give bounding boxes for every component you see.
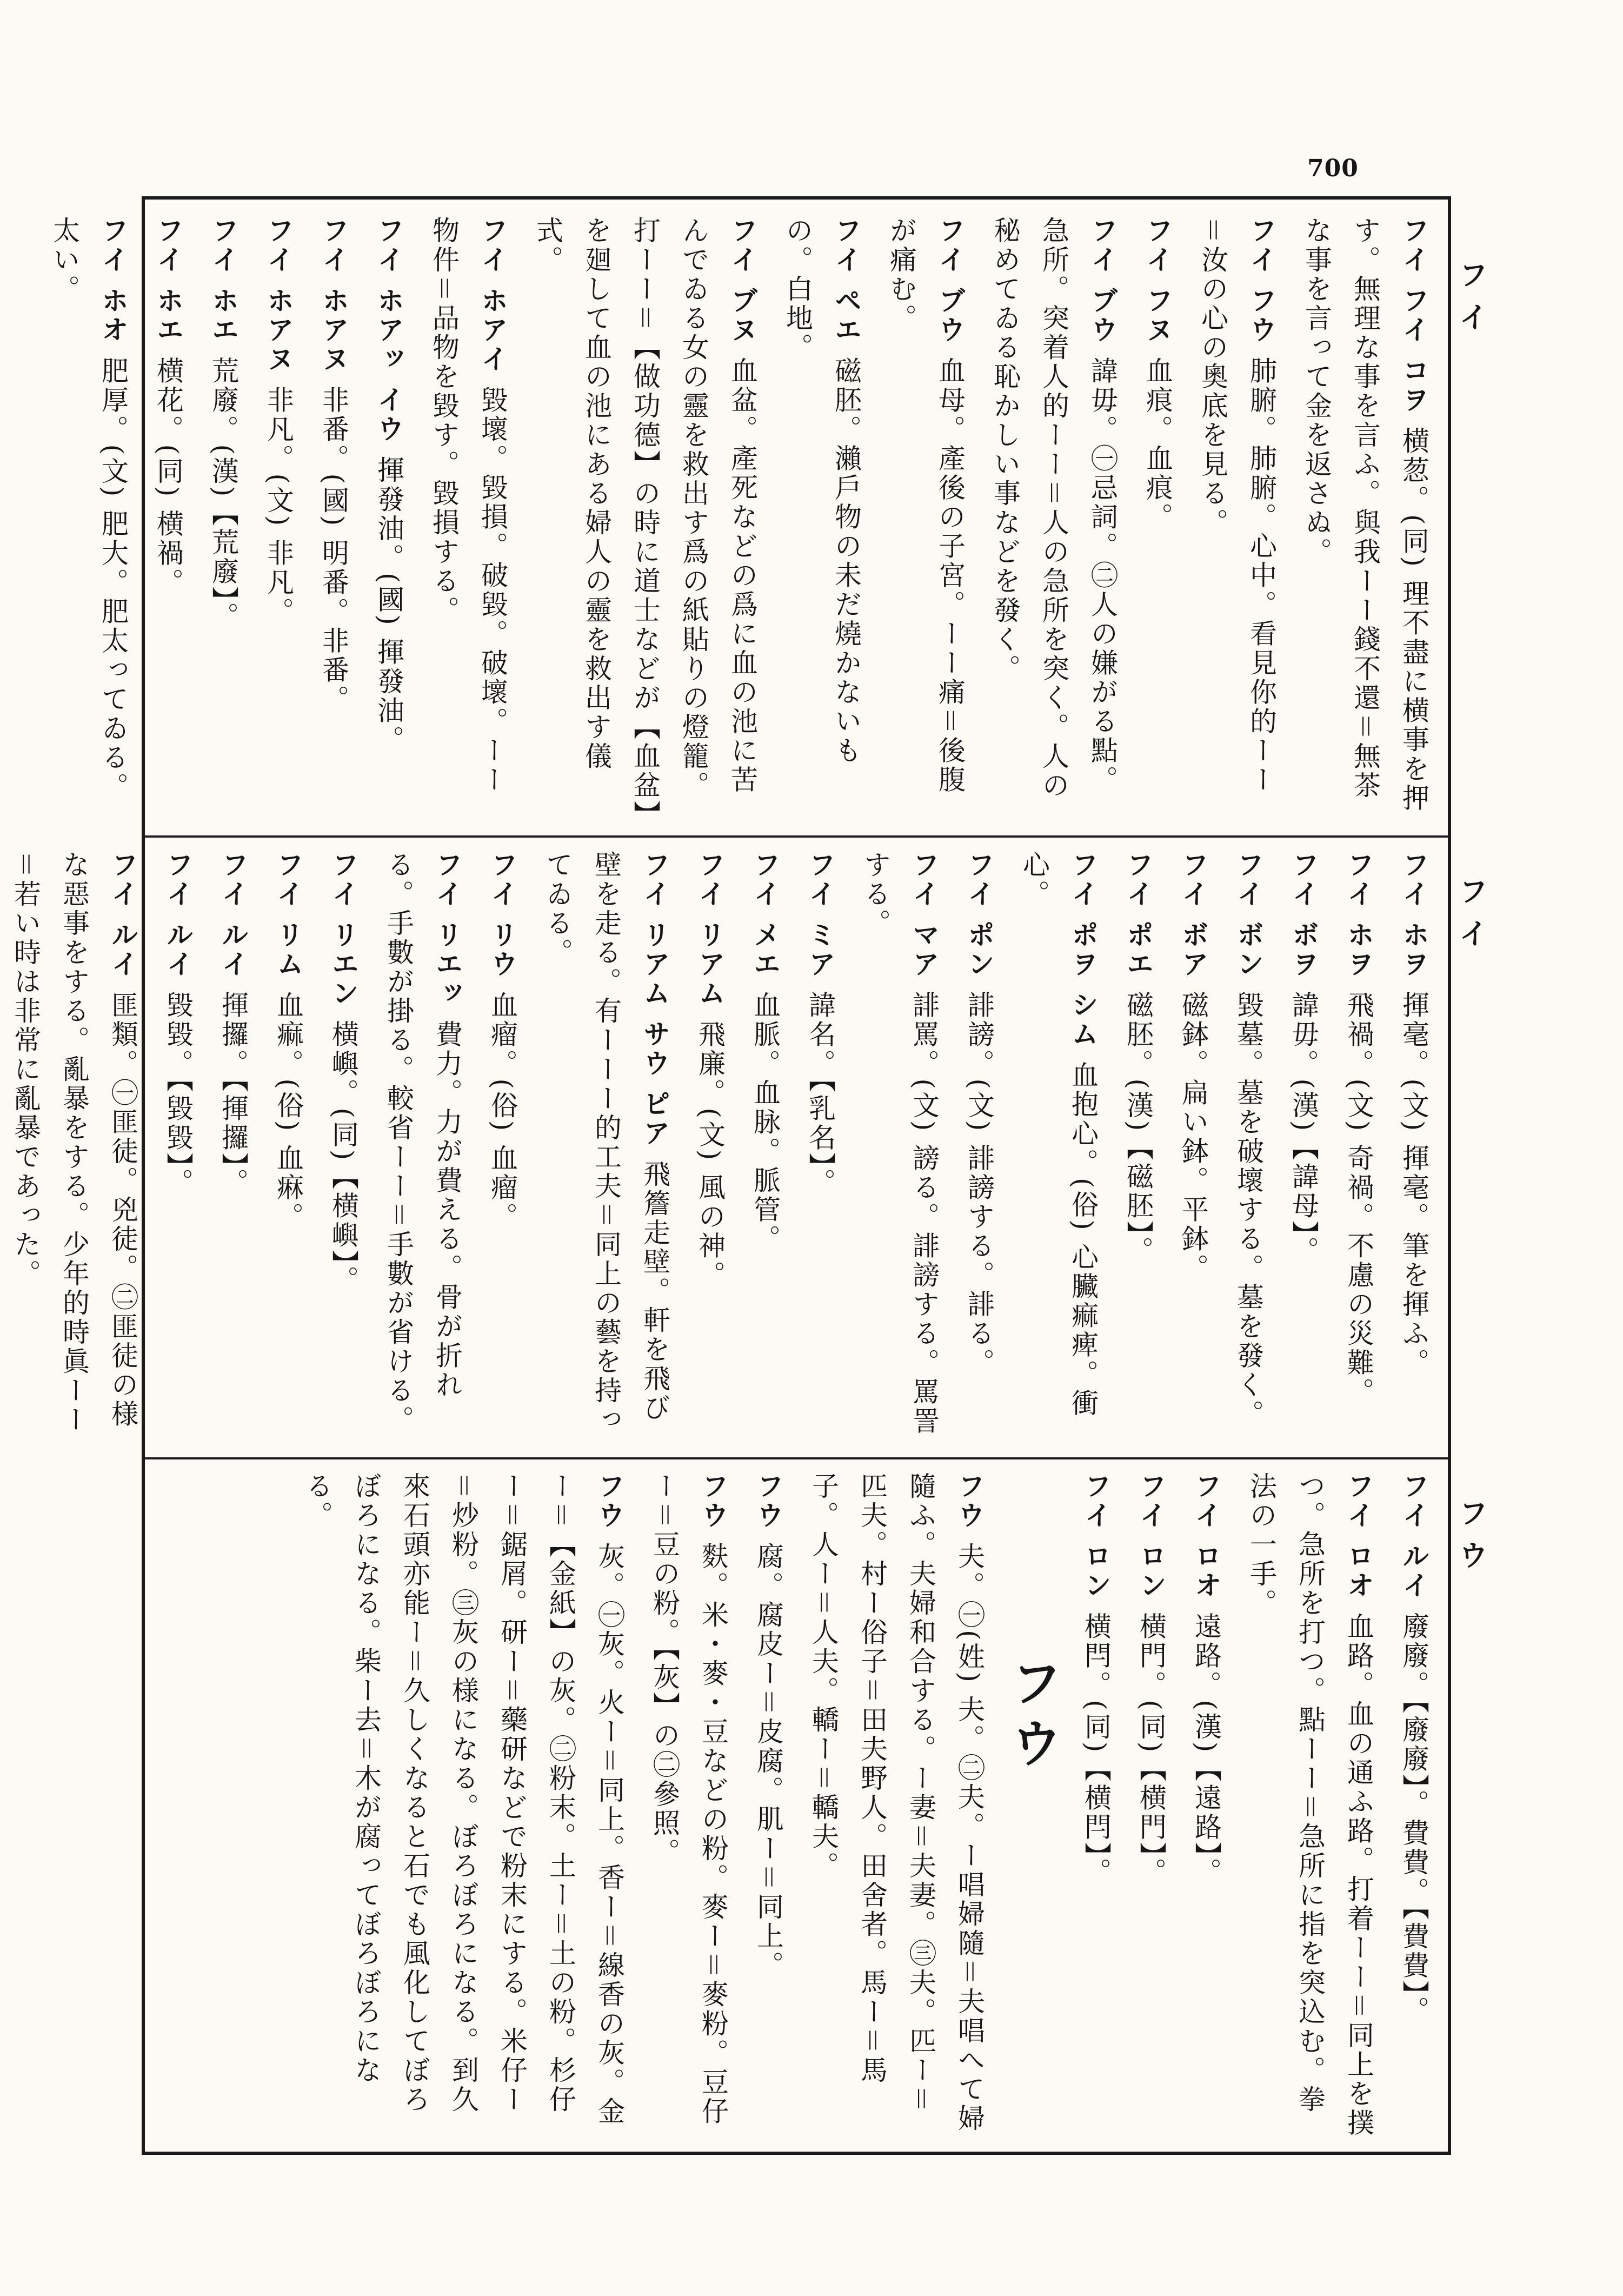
section-heading: フウ: [1002, 1656, 1063, 1777]
dictionary-entry: [264, 851, 312, 1443]
dictionary-entry: [851, 851, 948, 1443]
entry-definition: 腐。腐皮ー＝皮腐。肌ー＝同上。: [753, 1542, 784, 1980]
entry-headword: フイ ホエ: [152, 216, 184, 345]
entry-headword: フイ ミア: [804, 851, 836, 979]
page-number: 700: [1307, 155, 1359, 182]
dictionary-entry: [144, 216, 192, 822]
entry-headword: フイ ブウ: [934, 216, 966, 345]
entry-headword: フウ: [697, 1472, 729, 1530]
dictionary-entry: [1010, 851, 1107, 1443]
dictionary-entry: [741, 851, 789, 1443]
entry-headword: フイ ホアヌ: [318, 216, 349, 374]
entry-definition: 廢廢。【廢廢】。費費。【費費】。: [1398, 1612, 1429, 2026]
entry-definition: 飛簷走壁。軒を飛び壁を走る。有ーーー的工夫＝同上の藝を持ってゐる。: [542, 851, 670, 1435]
entry-headword: フイ ポン: [963, 851, 995, 979]
dictionary-entry: [1389, 851, 1438, 1443]
entry-definition: 血瘤。(俗) 血瘤。: [487, 991, 518, 1232]
dictionary-entry: [254, 216, 303, 822]
dictionary-entry: [154, 851, 202, 1443]
dictionary-entry: [1334, 851, 1383, 1443]
dictionary-entry: [744, 1472, 793, 2142]
entry-headword: フイ ロン: [1080, 1472, 1112, 1601]
dictionary-entry: [955, 851, 1003, 1443]
dictionary-entry: [478, 851, 527, 1443]
dictionary-entry: [1188, 216, 1286, 822]
entry-definition: 毀墓。墓を破壞する。墓を發く。: [1233, 991, 1264, 1429]
dictionary-entry: [981, 216, 1127, 822]
dictionary-entry: [1389, 1472, 1438, 2142]
dictionary-entry: [1133, 216, 1182, 822]
entry-headword: フイ ルイ: [1398, 1472, 1429, 1601]
entry-definition: 毀壞。毀損。破毀。破壞。ーー物件＝品物を毀す。毀損する。: [428, 216, 508, 795]
entry-headword: フイ フウ: [1246, 216, 1277, 345]
entry-definition: 飛禍。(文) 奇禍。不慮の災難。: [1343, 991, 1374, 1407]
dictionary-entry: [420, 216, 517, 822]
dictionary-entry: [533, 851, 679, 1443]
entry-headword: フイ ホオ: [97, 216, 129, 345]
entry-headword: フイ ボヲ: [1288, 851, 1319, 979]
entry-headword: フイ ルイ: [217, 851, 249, 979]
entry-definition: 麩。米・麥・豆などの粉。麥ー＝麥粉。豆仔ー＝豆の粉。【灰】の㊁參照。: [649, 1472, 729, 2126]
entry-definition: 飛廉。(文) 風の神。: [694, 1020, 726, 1290]
dictionary-section-bottom: [162, 1472, 1438, 2142]
dictionary-entry: [1114, 851, 1162, 1443]
entry-definition: 横閂。(同)【横閂】。: [1080, 1612, 1112, 1887]
entry-headword: フイ フイ コヲ: [1398, 216, 1429, 415]
entry-headword: フイ リウ: [487, 851, 518, 979]
dictionary-section-middle: [10, 851, 1438, 1443]
entry-definition: 血盆。產死などの爲に血の池に苦んでゐる女の靈を救出す爲の紙貼りの燈籠。打ーー＝【做功德】の時に道士などが【血盆】を廻して血の池にある婦人の靈を救出す儀式。: [532, 216, 758, 816]
entry-headword: フイ ホアイ: [477, 216, 508, 374]
dictionary-entry: [40, 216, 137, 822]
index-tab-3: フウ: [1454, 1498, 1488, 1582]
entry-definition: 非凡。(文) 非凡。: [263, 386, 294, 627]
entry-headword: フイ ホアヌ: [263, 216, 294, 374]
entry-headword: フイ ホエ: [208, 216, 239, 345]
dictionary-entry: [1292, 216, 1438, 822]
dictionary-entry: [1237, 1472, 1383, 2142]
entry-headword: フイ メエ: [749, 851, 781, 979]
dictionary-entry: [319, 851, 368, 1443]
entry-definition: 誹謗。(文) 誹謗する。誹る。: [963, 991, 995, 1378]
dictionary-entry: [293, 1472, 634, 2142]
entry-definition: 横花。(同) 横禍。: [152, 356, 184, 598]
entry-definition: 磁鉢。扁い鉢。平鉢。: [1178, 991, 1209, 1283]
entry-headword: フイ ポエ: [1122, 851, 1154, 979]
entry-definition: 血抱心。(俗) 心臟痲痺。衝心。: [1019, 851, 1099, 1418]
entry-definition: 揮毫。(文) 揮毫。筆を揮ふ。: [1398, 991, 1429, 1378]
entry-headword: フイ リム: [272, 851, 304, 979]
entry-definition: 揮攞。【揮攞】。: [217, 991, 249, 1198]
entry-headword: フイ リエッ: [431, 851, 463, 1008]
entry-headword: フイ ブヌ: [727, 216, 758, 345]
entry-definition: 磁胚。瀨戶物の未だ燒かないもの。白地。: [782, 216, 862, 766]
entry-headword: フイ ホアッ イウ: [373, 216, 404, 444]
dictionary-entry: [1, 851, 147, 1443]
entry-definition: 夫。㊀(姓) 夫。㊁夫。ー唱婦隨＝夫唱へて婦隨ふ。夫婦和合する。ー妻＝夫妻。㊂夫。匹ー＝匹夫。村ー俗子＝田夫野人。田舍者。馬ー＝馬子。人ー＝人夫。轎ー＝轎夫。: [808, 1472, 985, 2133]
dictionary-entry: [364, 216, 413, 822]
entry-definition: 諱毋。(漢)【諱母】。: [1288, 991, 1319, 1266]
entry-definition: 血痲。(俗) 血痳。: [272, 991, 304, 1232]
dictionary-entry: [773, 216, 870, 822]
entry-definition: 血母。產後の子宮。ーー痛＝後腹が痛む。: [886, 216, 966, 795]
entry-headword: フイ ルイ: [107, 851, 138, 979]
entry-definition: 肺腑。肺腑。心中。看見你的ーー＝汝の心の奧底を見る。: [1197, 216, 1277, 795]
dictionary-entry: [1279, 851, 1328, 1443]
dictionary-entry: [374, 851, 471, 1443]
entry-headword: フイ ホヲ: [1398, 851, 1429, 979]
entry-headword: フイ ブウ: [1087, 216, 1118, 345]
entry-definition: 匪類。㊀匪徒。兇徒。㊁匪徒の様な惡事をする。亂暴をする。少年的時眞ーー＝若い時は非常に亂暴であった。: [10, 851, 138, 1435]
entry-headword: フイ ロオ: [1190, 1472, 1222, 1601]
entry-definition: 費力。力が費える。骨が折れる。手數が掛る。較省ーー＝手數が省ける。: [383, 851, 463, 1435]
entry-definition: 遠路。(漢)【遠路】。: [1190, 1612, 1222, 1887]
dictionary-section-top: [49, 216, 1438, 822]
section-divider-1: [145, 835, 1448, 838]
entry-definition: 肥厚。(文) 肥大。肥太ってゐる。太い。: [49, 216, 129, 802]
entry-definition: 荒廢。(漢)【荒廢】。: [208, 356, 239, 632]
entry-definition: 血路。血の通ふ路。打着ーー＝同上を撲つ。急所を打つ。點ーー＝急所に指を突込む。拳法の一手。: [1246, 1472, 1374, 2138]
entry-headword: フイ ボア: [1178, 851, 1209, 979]
entry-headword: フイ ホヲ: [1343, 851, 1374, 979]
entry-headword: フイ ロオ: [1343, 1472, 1374, 1601]
dictionary-entry: [309, 216, 358, 822]
dictionary-entry: [799, 1472, 994, 2142]
entry-headword: フウ: [753, 1472, 784, 1530]
entry-headword: フイ ポヲ シム: [1067, 851, 1099, 1049]
dictionary-entry: [877, 216, 974, 822]
entry-definition: 灰。㊀灰。火ー＝同上。香ー＝線香の灰。金ー＝【金紙】の灰。㊁粉末。土ー＝土の粉。杉仔ー＝鋸屑。研ー＝藥研などで粉末にする。米仔ー＝炒粉。㊂灰の様になる。ぼろぼろになる。到久來石頭亦能ー＝久しくなると石でも風化してぼろぼろになる。柴ー去＝木が腐ってぼろぼろになる。: [302, 1472, 625, 2126]
entry-headword: フイ リエン: [328, 851, 359, 1008]
dictionary-entry: [1182, 1472, 1230, 2142]
dictionary-entry: [209, 851, 257, 1443]
dictionary-entry: [1127, 1472, 1175, 2142]
entry-headword: フイ ボン: [1233, 851, 1264, 979]
entry-definition: 非番。(國) 明番。非番。: [318, 386, 349, 714]
entry-definition: 磁胚。(漢)【磁胚】。: [1122, 991, 1154, 1266]
entry-definition: 血脈。血脉。脈管。: [749, 991, 781, 1254]
dictionary-entry: [1224, 851, 1273, 1443]
dictionary-entry: [796, 851, 844, 1443]
entry-definition: 横門。(同)【横門】。: [1135, 1612, 1167, 1887]
entry-headword: フイ ルイ: [162, 851, 194, 979]
dictionary-entry: [686, 851, 734, 1443]
entry-headword: フイ ロン: [1135, 1472, 1167, 1601]
entry-definition: 毀毀。【毀毀】。: [162, 991, 194, 1198]
dictionary-entry: [1169, 851, 1218, 1443]
dictionary-entry: [523, 216, 767, 822]
index-tab-1: フイ: [1454, 260, 1488, 344]
entry-headword: フイ マア: [908, 851, 940, 979]
section-divider-2: [145, 1457, 1448, 1459]
entry-definition: 誹罵。(文) 謗る。誹謗する。罵詈する。: [860, 851, 940, 1436]
dictionary-entry: [1072, 1472, 1120, 2142]
entry-definition: 横嶼。(同)【横嶼】。: [328, 1020, 359, 1295]
entry-headword: フウ: [954, 1472, 985, 1530]
entry-definition: 揮發油。(國) 揮發油。: [373, 455, 404, 755]
dictionary-entry: [640, 1472, 737, 2142]
entry-headword: フイ リアム サウ ピア: [639, 851, 670, 1149]
entry-definition: 諱毋。㊀忌詞。㊁人の嫌がる點。急所。突着人的ーー＝人の急所を突く。人の秘めてゐる恥かしい事などを發く。: [989, 216, 1118, 800]
entry-definition: 血痕。血痕。: [1142, 356, 1173, 532]
entry-headword: フイ リアム: [694, 851, 726, 1008]
entry-headword: フイ フヌ: [1142, 216, 1173, 345]
entry-headword: フウ: [594, 1472, 625, 1530]
index-tab-2: フイ: [1454, 876, 1488, 960]
entry-headword: フイ ペエ: [830, 216, 862, 345]
entry-definition: 横䓤。(同) 理不盡に横事を押す。無理な事を言ふ。與我ーー錢不還＝無茶な事を言って金を返さぬ。: [1301, 216, 1429, 813]
entry-definition: 諱名。【乳名】。: [804, 991, 836, 1198]
dictionary-entry: [199, 216, 248, 822]
